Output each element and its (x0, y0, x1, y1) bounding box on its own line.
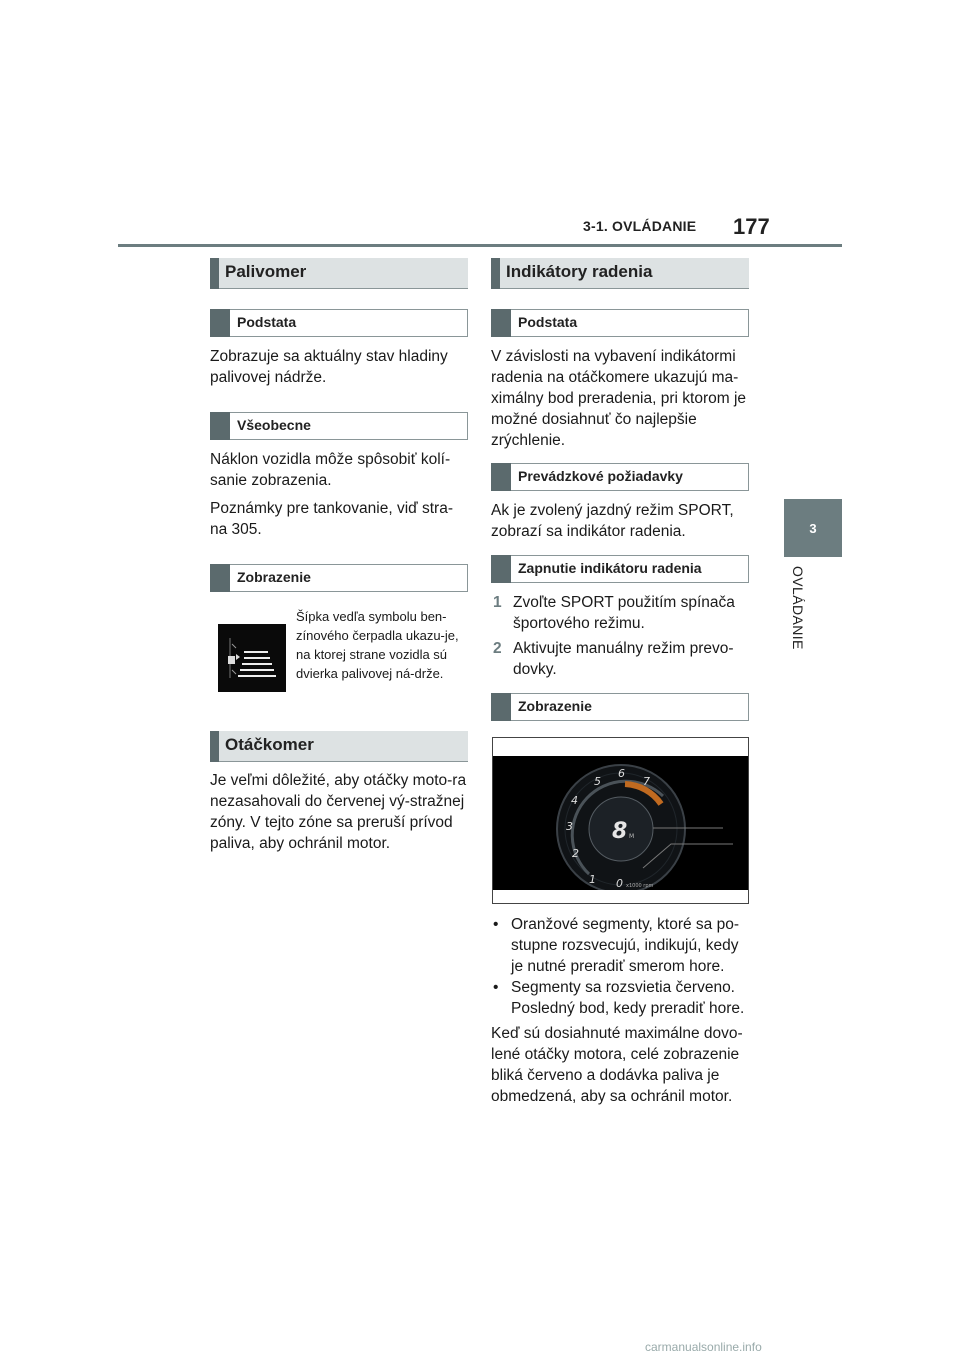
subheading-podstata-right (491, 309, 749, 337)
gauge-tick-label: 7 (643, 775, 650, 788)
subheading-marker (491, 309, 511, 337)
gauge-unit-label: x1000 rpm (626, 883, 654, 889)
step-number: 2 (493, 640, 502, 657)
bullet-dot: • (493, 979, 499, 996)
tachometer-image (492, 737, 749, 904)
subheading-zapnutie-indikatoru (491, 555, 749, 583)
heading-palivomer (210, 258, 468, 289)
step-item-2 (493, 638, 751, 682)
subheading-podstata (210, 309, 468, 337)
subheading-text: Zobrazenie (518, 698, 592, 714)
gauge-tick-label: 3 (566, 820, 573, 833)
subheading-marker (210, 412, 230, 440)
chapter-tab: 3 (784, 499, 842, 557)
step-text: Zvoľte SPORT použitím spínača športového režimu. (513, 594, 735, 632)
heading-marker (210, 731, 219, 762)
chapter-side-label: OVLÁDANIE (790, 566, 806, 650)
podstata-paragraph: Zobrazuje sa aktuálny stav hladiny palivovej nádrže. (210, 348, 448, 386)
tachometer-display (493, 756, 748, 890)
tachometer-gauge-icon (493, 756, 748, 890)
subheading-text: Prevádzkové požiadavky (518, 468, 683, 484)
gauge-tick-label: 5 (594, 775, 601, 788)
heading-marker (210, 258, 219, 289)
subheading-marker (210, 309, 230, 337)
subheading-text: Zapnutie indikátoru radenia (518, 560, 702, 576)
bullet-text: Oranžové segmenty, ktoré sa po-stupne rozsvecujú, indikujú, kedy je nutné preradiť smerom hore. (511, 916, 740, 975)
subheading-zobrazenie-right (491, 693, 749, 721)
heading-text: Indikátory radenia (506, 262, 653, 281)
subheading-marker (491, 555, 511, 583)
bullet-item-1 (493, 914, 751, 978)
header-section-title: 3-1. OVLÁDANIE (583, 218, 697, 234)
subheading-zobrazenie-left (210, 564, 468, 592)
footer-watermark: carmanualsonline.info (645, 1340, 762, 1354)
gear-mode-label: M (629, 833, 635, 840)
subheading-marker (210, 564, 230, 592)
prevadzkove-paragraph: Ak je zvolený jazdný režim SPORT, zobrazí sa indikátor radenia. (491, 502, 734, 540)
otackomer-paragraph: Je veľmi dôležité, aby otáčky moto-ra nezasahovali do červenej vý-stražnej zóny. V tejto zóne sa preruší prívod paliva, aby ochránil motor. (210, 772, 467, 852)
bullet-dot: • (493, 916, 499, 933)
subheading-text: Podstata (237, 314, 297, 330)
heading-marker (491, 258, 500, 289)
final-paragraph: Keď sú dosiahnuté maximálne dovo-lené otáčky motora, celé zobrazenie bliká červeno a dodávka paliva je obmedzená, aby sa ochránil motor. (491, 1025, 743, 1105)
fuel-gauge-image (218, 624, 286, 692)
gauge-tick-label: 1 (589, 873, 596, 886)
subheading-text: Všeobecne (237, 417, 311, 433)
step-number: 1 (493, 594, 502, 611)
gauge-tick-label: 4 (571, 794, 578, 807)
heading-indikatory-radenia (491, 258, 749, 289)
fuel-pump-arrow-icon (218, 624, 286, 692)
indikatory-podstata-paragraph: V závislosti na vybavení indikátormi radenia na otáčkomere ukazujú ma-ximálny bod preradenia, pri ktorom je možné dosiahnuť čo najlepšie zrýchlenie. (491, 348, 747, 449)
gauge-tick-label: 0 (616, 877, 623, 890)
zobrazenie-caption: Šípka vedľa symbolu ben-zínového čerpadla ukazu-je, na ktorej strane vozidla sú dvierka palivovej ná-drže. (296, 609, 459, 681)
vseobecne-paragraph-2: Poznámky pre tankovanie, viď stra-na 305. (210, 500, 453, 538)
header-divider (118, 244, 842, 247)
step-item-1 (493, 592, 751, 636)
subheading-marker (491, 463, 511, 491)
page-number: 177 (733, 214, 770, 239)
bullet-item-2 (493, 977, 751, 1021)
heading-otackomer (210, 731, 468, 762)
subheading-marker (491, 693, 511, 721)
heading-text: Otáčkomer (225, 735, 314, 754)
step-text: Aktivujte manuálny režim prevo-dovky. (513, 640, 734, 678)
bullet-text: Segmenty sa rozsvietia červeno. Posledný bod, kedy preradiť hore. (511, 979, 745, 1017)
subheading-prevadzkove-poziadavky (491, 463, 749, 491)
subheading-vseobecne (210, 412, 468, 440)
subheading-text: Podstata (518, 314, 578, 330)
subheading-text: Zobrazenie (237, 569, 311, 585)
heading-text: Palivomer (225, 262, 307, 281)
gear-indicator: 8 (612, 819, 628, 844)
gauge-tick-label: 6 (618, 767, 625, 780)
gauge-tick-label: 2 (572, 847, 579, 860)
vseobecne-paragraph-1: Náklon vozidla môže spôsobiť kolí-sanie zobrazenia. (210, 451, 451, 489)
